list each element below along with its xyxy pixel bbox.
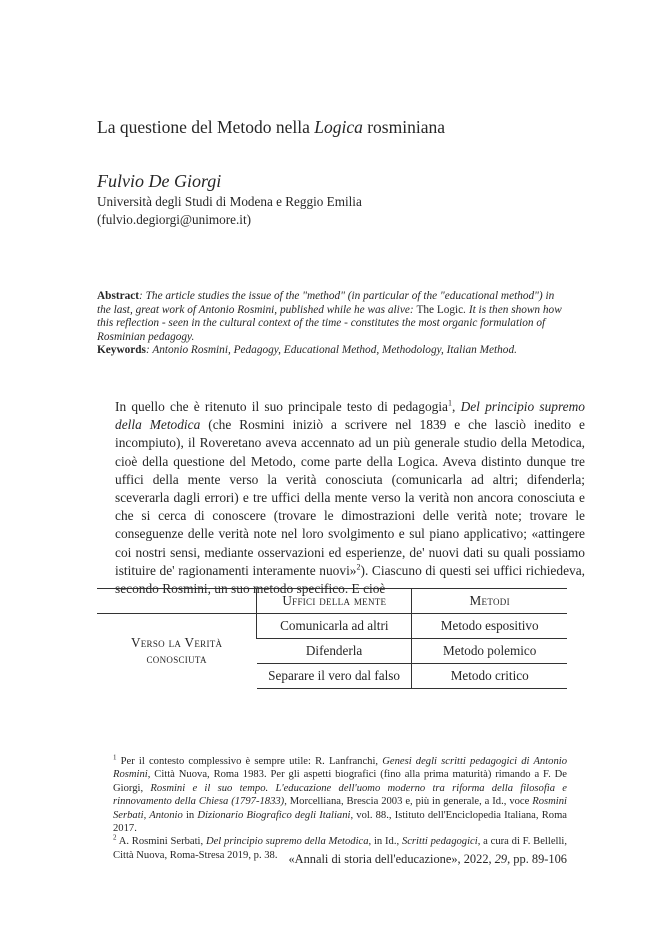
footnote-ref-1[interactable]: 1 [448,398,453,408]
volume-number: 29 [494,852,508,866]
keywords-list: : Antonio Rosmini, Pedagogy, Educational Method, Methodology, Italian Method. [145,344,517,357]
methods-table [97,588,567,689]
author-affiliation-block [97,193,362,228]
journal-citation: «Annali di storia dell'educazione», 2022, 29, pp. 89-106 [288,852,567,866]
table-header-uffici: Uffici della mente [257,589,412,614]
table-header-metodi: Metodi [412,589,567,614]
work-title: Del principio supremo della Metodica [115,399,585,433]
body-paragraph: In quello che è ritenuto il suo principale testo di pedagogia$^1$, Del principio supremo della Metodica (che Rosmini iniziò a scrivere nel 1839 e che lasciò inedito e incompiuto), il Roveretano aveva accennato ad un più generale studio della Metodica, cioè della questione del Metodo, come parte della Logica. Aveva distinto dunque tre uffici della mente verso la verità conosciuta (comunicarla ad altri; difenderla; sceverarla dagli errori) e tre uffici della mente verso la verità non ancora conosciuta e che si cerca di conoscere (trovare le dimostrazioni delle verità note; trovare le conseguenze delle verità note nel loro svolgimento e sul piano applicativo; «attingere coi nostri sensi, mediante osservazioni ed esperienze, de' nuovi dati su quali possiamo istituire de' ragionamenti interamente nuovi»$^2$). Ciascuno di questi sei uffici richiedeva, secondo Rosmini, un suo metodo specifico. E cioè [115,398,585,597]
table-cell-metodo: Metodo polemico [412,639,567,664]
footnote-1: $^1$ Per il contesto complessivo è sempre utile: R. Lanfranchi, Genesi degli scritti pedagogici di Antonio Rosmini, Città Nuova, Roma 1983. Per gli aspetti biografici (fino alla prima maturità) rimando a F. De Giorgi, Rosmini e il suo tempo. L'educazione dell'uomo moderno tra riforma della filosofia e rinnovamento della Chiesa (1797-1833), Morcelliana, Brescia 2003 e, più in generale, a Id., voce Rosmini Serbati, Antonio in Dizionario Biografico degli Italiani, vol. 88., Istituto dell'Enciclopedia Italiana, Roma 2017. [113,753,568,835]
footnote-ref-2[interactable]: 2 [356,562,361,572]
table-cell-ufficio: Comunicarla ad altri [257,614,412,639]
table-header-empty [97,589,257,614]
footnote-2: $^2$ A. Rosmini Serbati, Del principio supremo della Metodica, in Id., Scritti pedagogici, a cura di F. Bellelli, Città Nuova, Roma-Stresa 2019, p. 38. [113,833,568,861]
title-italic: Logica [314,117,363,137]
keywords-paragraph [97,344,567,358]
table-cell-ufficio: Separare il vero dal falso [257,664,412,689]
abstract-paragraph: Abstract: The article studies the issue of the "method" (in particular of the "educational method") in the last, great work of Antonio Rosmini, published while he was alive: The Logic. It is then shown how this reflection - seen in the cultural context of the time - constitutes the most organic formulation of Rosminian pedagogy. [97,290,562,343]
author-name: Fulvio De Giorgi [97,171,222,191]
table-header-row [97,589,567,614]
table-cell-metodo: Metodo critico [412,664,567,689]
table-cell-ufficio: Difenderla [257,639,412,664]
table-cell-metodo: Metodo espositivo [412,614,567,639]
row-group-label: Verso la Verità conosciuta [97,614,257,689]
article-title: La questione del Metodo nella Logica rosminiana [97,117,445,137]
keywords-label: Keywords [97,344,146,357]
abstract-label: Abstract [97,290,140,302]
footnotes-block [97,755,567,862]
abstract-block [97,290,567,358]
author-email: (fulvio.degiorgi@unimore.it) [97,211,252,227]
affiliation: Università degli Studi di Modena e Reggio Emilia [97,194,362,209]
table-row [97,614,567,639]
